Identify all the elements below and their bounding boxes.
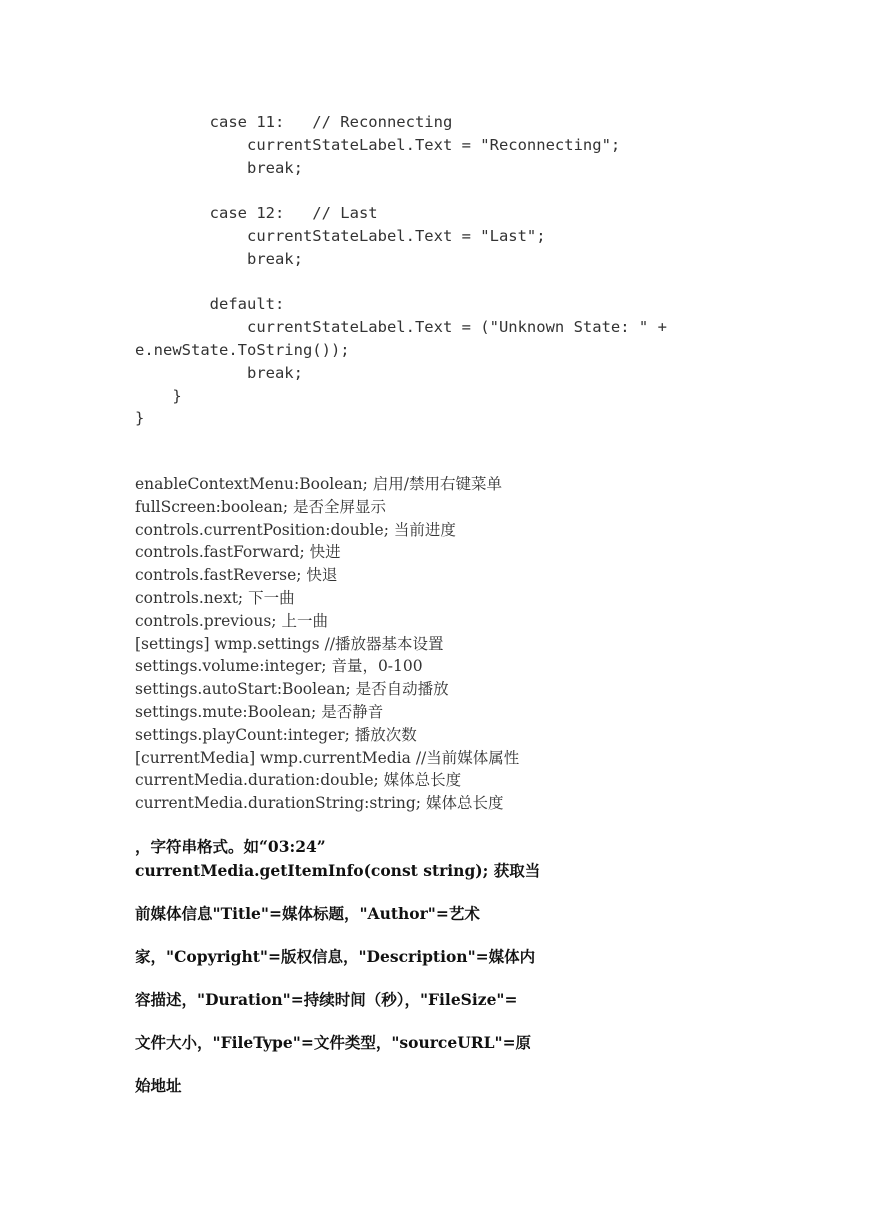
description-line: 家，"Copyright"=版权信息，"Description"=媒体内 [135,947,536,966]
property-item: currentMedia.duration:double; 媒体总长度 [135,771,462,790]
description-line: currentMedia.getItemInfo(const string); 获取当 [135,861,541,880]
property-item: controls.currentPosition:double; 当前进度 [135,520,456,539]
property-item: controls.previous; 上一曲 [135,611,328,630]
description-line: 始地址 [135,1076,182,1095]
property-item: enableContextMenu:Boolean; 启用/禁用右键菜单 [135,475,503,493]
code-line: break; [135,158,303,177]
property-item: settings.volume:integer; 音量，0-100 [135,657,423,676]
description-line: 前媒体信息"Title"=媒体标题，"Author"=艺术 [135,904,480,923]
code-line: break; [135,249,303,268]
code-line: currentStateLabel.Text = "Reconnecting"; [135,135,621,154]
property-item: settings.playCount:integer; 播放次数 [135,725,417,744]
property-item: fullScreen:boolean; 是否全屏显示 [135,497,386,516]
code-line: currentStateLabel.Text = "Last"; [135,226,546,245]
description-line: 文件大小，"FileType"=文件类型，"sourceURL"=原 [135,1033,532,1052]
property-list [135,473,775,815]
property-item: controls.fastReverse; 快退 [135,566,338,585]
code-line: default: [135,295,285,314]
property-item: controls.fastForward; 快进 [135,543,341,562]
code-line [135,179,775,202]
code-line: case 11: // Reconnecting [135,113,453,131]
description-line: 容描述，"Duration"=持续时间（秒），"FileSize"= [135,990,518,1009]
code-line: } [135,386,182,405]
property-item: controls.next; 下一曲 [135,588,295,607]
property-item: [settings] wmp.settings //播放器基本设置 [135,634,444,653]
code-line: e.newState.ToString()); [135,340,350,359]
code-line [135,271,775,294]
description-line: ，字符串格式。如“03:24” [135,837,326,856]
property-item: settings.mute:Boolean; 是否静音 [135,702,384,721]
code-line: case 12: // Last [135,204,378,223]
code-line: break; [135,363,303,382]
code-line: } [135,409,145,428]
code-line: currentStateLabel.Text = ("Unknown State: " + [135,318,667,337]
property-item: [currentMedia] wmp.currentMedia //当前媒体属性 [135,748,520,767]
code-snippet [135,111,775,430]
property-item: currentMedia.durationString:string; 媒体总长度 [135,794,504,813]
property-item: settings.autoStart:Boolean; 是否自动播放 [135,680,449,699]
